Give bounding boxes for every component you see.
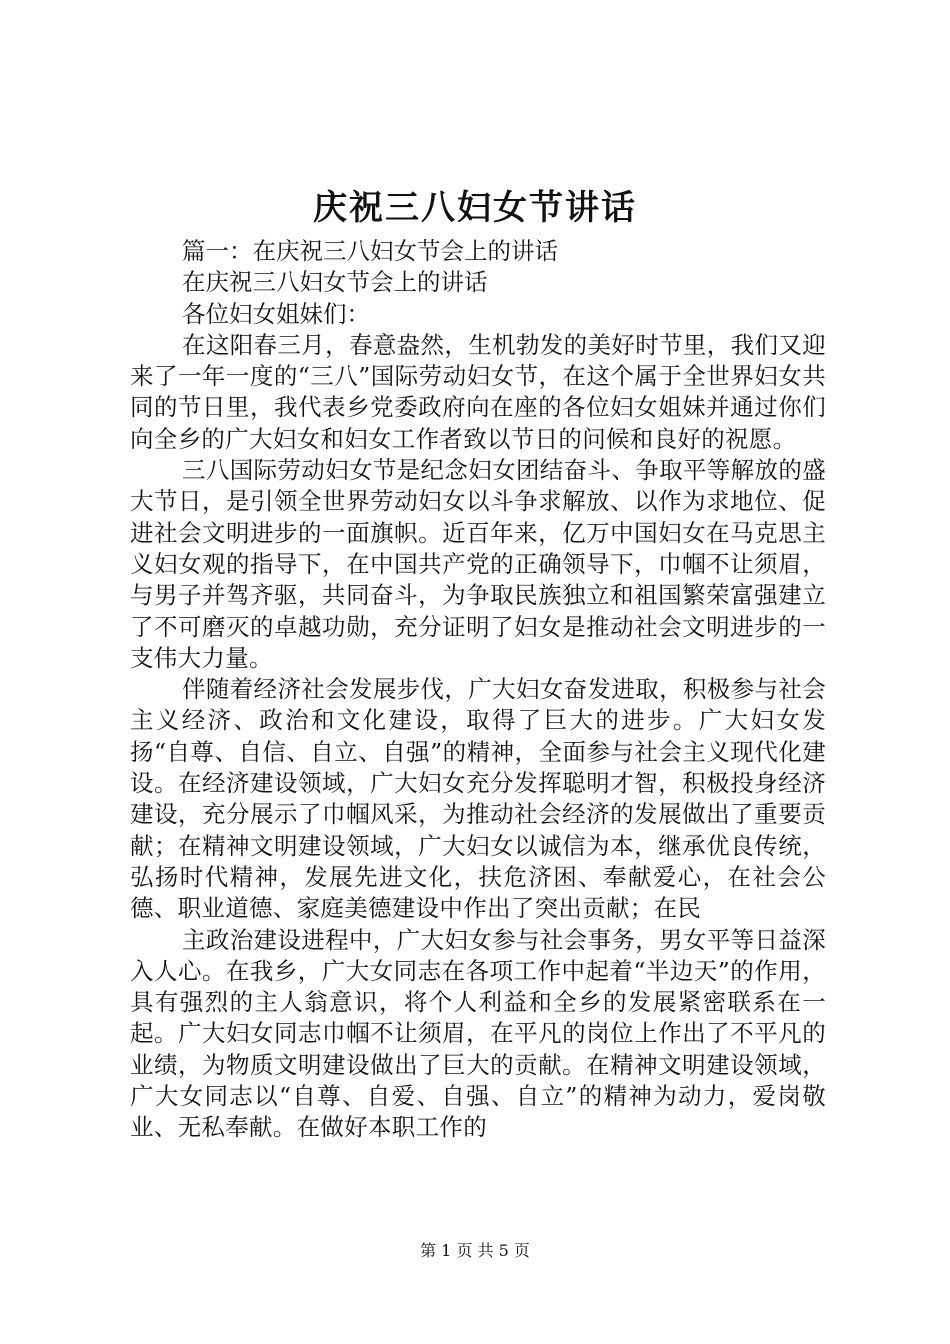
salutation: 各位妇女姐妹们： (182, 299, 370, 328)
paragraph-3: 伴随着经济社会发展步伐，广大妇女奋发进取，积极参与社会主义经济、政治和文化建设，取得了巨大的进步。广大妇女发扬“自尊、自信、自立、自强”的精神，全面参与社会主义现代化建设。在经济建设领域，广大妇女充分发挥聪明才智，积极投身经济建设，充分展示了巾帼风采，为推动社会经济的发展做出了重要贡献；在精神文明建设领域，广大妇女以诚信为本，继承优良传统，弘扬时代精神，发展先进文化，扶危济困、奉献爱心，在社会公德、职业道德、家庭美德建设中作出了突出贡献；在民 (130, 675, 826, 923)
chapter-heading: 篇一：在庆祝三八妇女节会上的讲话 (182, 237, 558, 265)
page-number-footer: 第 1 页 共 5 页 (420, 1241, 530, 1260)
paragraph-4: 主政治建设进程中，广大妇女参与社会事务，男女平等日益深入人心。在我乡，广大女同志在各项工作中起着“半边天”的作用，具有强烈的主人翁意识，将个人利益和全乡的发展紧密联系在一起。广大妇女同志巾帼不让须眉，在平凡的岗位上作出了不平凡的业绩，为物质文明建设做出了巨大的贡献。在精神文明建设领域，广大女同志以“自尊、自爱、自强、自立”的精神为动力，爱岗敬业、无私奉献。在做好本职工作的 (130, 925, 826, 1142)
paragraph-2: 三八国际劳动妇女节是纪念妇女团结奋斗、争取平等解放的盛大节日，是引领全世界劳动妇女以斗争求解放、以作为求地位、促进社会文明进步的一面旗帜。近百年来，亿万中国妇女在马克思主义妇女观的指导下，在中国共产党的正确领导下，巾帼不让须眉，与男子并驾齐驱，共同奋斗，为争取民族独立和祖国繁荣富强建立了不可磨灭的卓越功勋，充分证明了妇女是推动社会文明进步的一支伟大力量。 (130, 456, 826, 672)
paragraph-1: 在这阳春三月，春意盎然，生机勃发的美好时节里，我们又迎来了一年一度的“三八”国际劳动妇女节，在这个属于全世界妇女共同的节日里，我代表乡党委政府向在座的各位妇女姐妹并通过你们向全乡的广大妇女和妇女工作者致以节日的问候和良好的祝愿。 (130, 330, 826, 453)
document-title: 庆祝三八妇女节讲话 (313, 188, 637, 228)
speech-subtitle: 在庆祝三八妇女节会上的讲话 (182, 268, 488, 297)
document-body (130, 236, 826, 1144)
